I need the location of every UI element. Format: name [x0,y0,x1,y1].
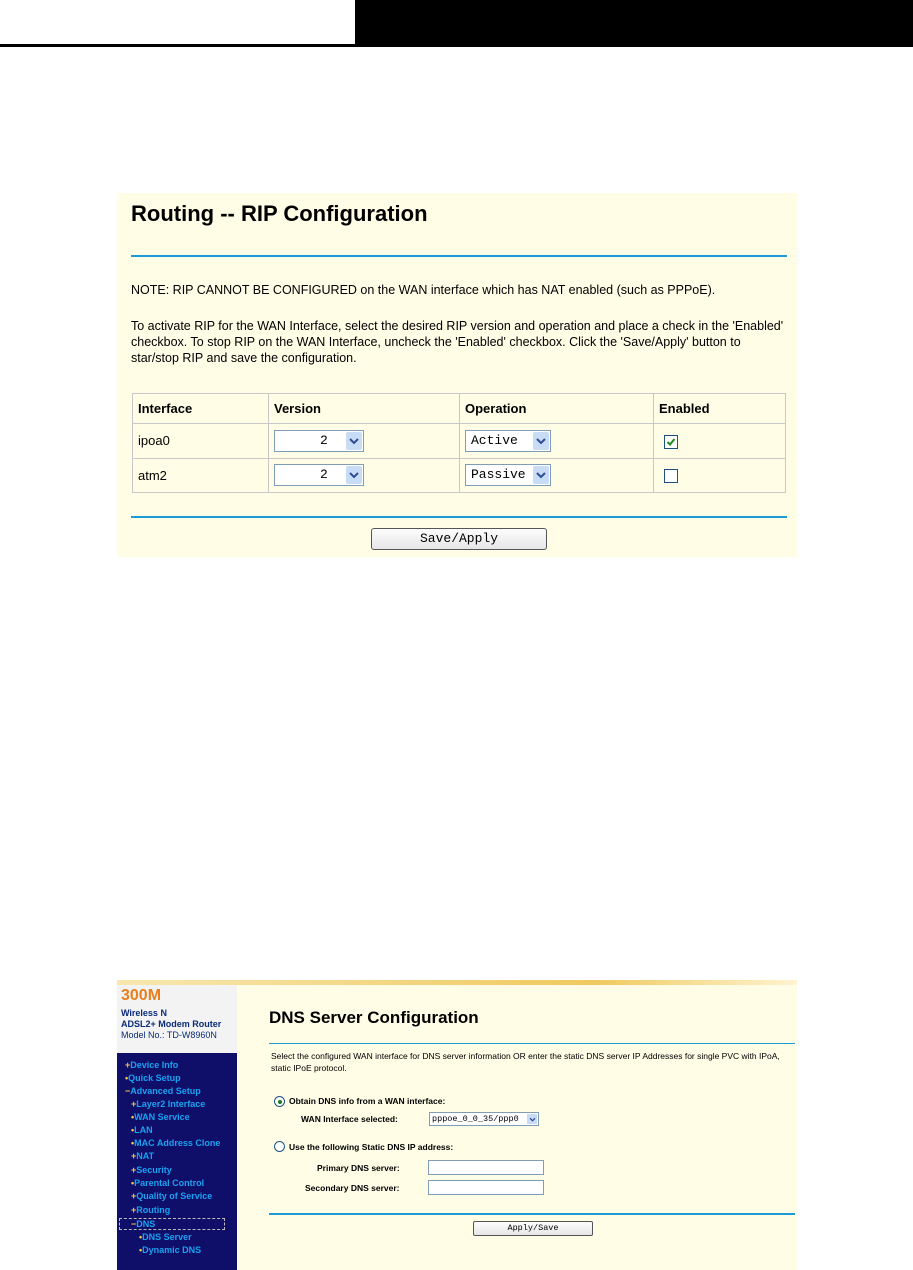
divider [269,1213,795,1215]
product-line: Wireless N [121,1008,167,1018]
secondary-dns-label: Secondary DNS server: [305,1183,400,1193]
checkmark-icon [665,436,677,448]
chevron-down-icon[interactable] [346,432,362,450]
sidebar-item-quality-of-service[interactable]: +Quality of Service [131,1191,213,1201]
sidebar-item-lan[interactable]: •LAN [131,1125,153,1135]
sidebar-item-nat[interactable]: +NAT [131,1151,155,1161]
version-select[interactable] [274,464,364,486]
product-line: ADSL2+ Modem Router [121,1019,222,1029]
header-rule [0,44,913,47]
sidebar-item-dns-server[interactable]: •DNS Server [139,1232,192,1242]
primary-dns-label: Primary DNS server: [317,1163,400,1173]
divider [131,516,787,518]
sidebar-item-dynamic-dns[interactable]: •Dynamic DNS [139,1245,202,1255]
version-value: 2 [320,432,328,448]
sidebar-item-layer2-interface[interactable]: +Layer2 Interface [131,1099,206,1109]
chevron-down-icon[interactable] [527,1114,537,1124]
sidebar-item-security[interactable]: +Security [131,1165,172,1175]
operation-cell [460,424,654,458]
page-title: Routing -- RIP Configuration [131,201,428,226]
column-header-interface: Interface [133,394,269,424]
table-header-row [133,394,786,424]
header-bar [355,0,913,44]
logo [117,985,237,1053]
sidebar-item-quick-setup[interactable]: •Quick Setup [125,1073,181,1083]
dns-config-panel [117,980,797,1270]
version-cell [269,424,460,458]
save-apply-button[interactable]: Save/Apply [371,528,547,550]
sidebar-item-dns[interactable]: −DNS [119,1218,225,1230]
wan-interface-label: WAN Interface selected: [301,1114,398,1124]
radio-selected-dot [278,1100,282,1104]
enabled-checkbox-checked[interactable] [664,435,678,449]
obtain-dns-radio[interactable] [274,1096,285,1107]
chevron-down-icon[interactable] [346,466,362,484]
sidebar-item-device-info[interactable]: +Device Info [125,1060,179,1070]
version-select[interactable] [274,430,364,452]
primary-dns-input[interactable] [428,1160,544,1175]
column-header-version: Version [269,394,460,424]
operation-cell [460,458,654,492]
enabled-cell [654,424,786,458]
chevron-down-icon[interactable] [533,432,549,450]
static-dns-radio[interactable] [274,1141,285,1152]
rip-description: To activate RIP for the WAN Interface, select the desired RIP version and operation and place a check in the 'Enabled' checkbox. To stop RIP on the WAN Interface, uncheck the 'Enabled' checkbox. Click the 'Save/Apply' button to star/stop RIP and save the configuration. [131,319,784,365]
obtain-dns-label: Obtain DNS info from a WAN interface: [289,1096,446,1106]
rip-table [132,393,786,493]
column-header-enabled: Enabled [654,394,786,424]
version-cell [269,458,460,492]
operation-select[interactable] [465,430,551,452]
column-header-operation: Operation [460,394,654,424]
brand-label: 300M [121,987,162,1004]
interface-cell: atm2 [133,458,269,492]
wan-interface-select[interactable] [429,1112,539,1126]
secondary-dns-input[interactable] [428,1180,544,1195]
page-title: DNS Server Configuration [269,1008,479,1027]
table-row [133,424,786,458]
version-value: 2 [320,467,328,483]
static-dns-label: Use the following Static DNS IP address: [289,1142,454,1152]
apply-save-button[interactable]: Apply/Save [473,1221,593,1236]
sidebar-item-parental-control[interactable]: •Parental Control [131,1178,205,1188]
operation-value: Active [471,432,518,448]
wan-interface-value: pppoe_0_0_35/ppp0 [432,1114,519,1124]
rip-config-panel [117,193,797,557]
interface-cell: ipoa0 [133,424,269,458]
dns-description: Select the configured WAN interface for DNS server information OR enter the static DNS server IP Addresses for single PVC with IPoA, static IPoE protocol. [271,1051,780,1073]
sidebar-item-wan-service[interactable]: •WAN Service [131,1112,190,1122]
chevron-down-icon[interactable] [533,466,549,484]
operation-value: Passive [471,467,526,483]
model-label: Model No.: TD-W8960N [121,1030,217,1040]
sidebar-item-routing[interactable]: +Routing [131,1205,171,1215]
sidebar-item-mac-address-clone[interactable]: •MAC Address Clone [131,1138,221,1148]
divider [269,1043,795,1044]
operation-select[interactable] [465,464,551,486]
enabled-cell [654,458,786,492]
rip-note: NOTE: RIP CANNOT BE CONFIGURED on the WAN interface which has NAT enabled (such as PPPoE). [131,283,716,297]
sidebar-item-advanced-setup[interactable]: −Advanced Setup [125,1086,201,1096]
header-gradient-strip [117,980,797,985]
enabled-checkbox[interactable] [664,469,678,483]
sidebar [117,985,237,1270]
divider [131,255,787,257]
table-row [133,458,786,492]
